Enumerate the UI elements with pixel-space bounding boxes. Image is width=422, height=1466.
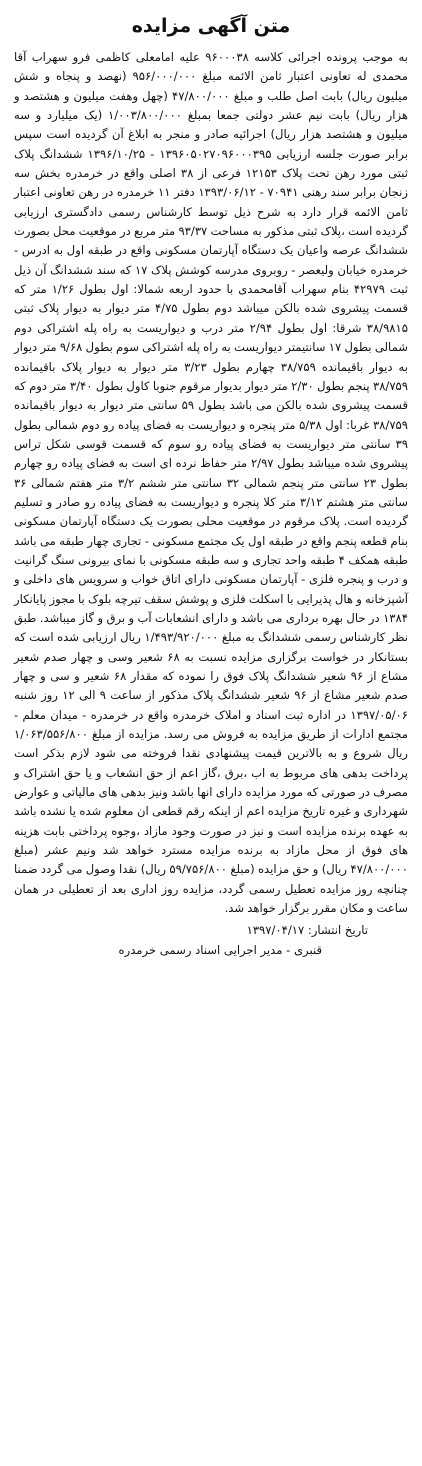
signature-line: قنبری - مدیر اجرایی اسناد رسمی خرمدره [118,943,322,958]
notice-body: به موجب پرونده اجرائی کلاسه ۹۶۰۰۰۳۸ علیه امامعلی کاظمی فرو سهراب آقا محمدی له تعاونی اعتبار ثامن الائمه مبلغ ۹۵۶/۰۰۰/۰۰۰ (نهصد و پنجاه و شش میلیون ریال) بابت اصل طلب و مبلغ ۴۷/۸۰۰/۰۰۰ (چهل وهفت میلیون و هشتصد و هزار ریال) بابت نیم عشر دولتی جمعا بمبلغ ۱/۰۰۳/۸۰۰/۰۰۰ (یک میلیارد و سه میلیون و هشتصد هزار ریال) اجرائیه صادر و منجر به ابلاغ آن گردیده است سپس برابر صورت جلسه ارزیابی ۱۳۹۶۰۵۰۲۷۰۹۶۰۰۰۳۹۵ - ۱۳۹۶/۱۰/۲۵ ششدانگ پلاک ثبتی مورد رهن تحت پلاک ۱۲۱۵۳ فرعی از ۳۸ اصلی واقع در خرمدره بخش سه زنجان برابر سند رهنی ۷۰۹۴۱ - ۱۳۹۳/۰۶/۱۲ دفتر ۱۱ خرمدره در رهن تعاونی اعتبار ثامن الائمه قرار دارد به شرح ذیل توسط کارشناس رسمی دادگستری ارزیابی گردیده است ،پلاک ثبتی مذکور به مساحت ۹۳/۳۷ متر مربع در موقعیت محل بصورت ششدانگ عرصه واعیان یک دستگاه آپارتمان مسکونی واقع در طبقه اول به ادرس - خرمدره خیابان ولیعصر - روبروی مدرسه کوشش پلاک ۱۷ که سند ششدانگ آن ذیل ثبت ۴۲۹۷۹ بنام سهراب آقامحمدی با حدود اربعه شمالا: اول بطول ۱/۲۶ متر که قسمت پیشروی شده بالکن میباشد دوم بطول ۴/۷۵ متر دیوار به دیوار پلاک ثبتی ۳۸/۹۸۱۵ شرقا: اول بطول ۲/۹۴ متر درب و دیواریست به راه پله اشتراکی دوم شمالی بطول ۱۷ سانتیمتر دیواریست به راه پله اشتراکی سوم بطول ۹/۶۸ متر دیوار به دیوار باقیمانده ۳۸/۷۵۹ چهارم بطول ۳/۲۳ متر دیوار به دیوار پلاک باقیمانده ۳۸/۷۵۹ پنجم بطول ۲/۳۰ متر دیوار بدیوار مرقوم جنوبا کاول بطول ۳/۴۰ متر دوم که قسمت پیشروی شده بالکن می باشد بطول ۵۹ سانتی متر دیوار به دیوار باقیمانده ۳۸/۷۵۹ غربا: اول ۵/۳۸ متر پنجره و دیواریست به فضای پیاده رو دوم شمالی بطول ۳۹ سانتی متر دیواریست به فضای پیاده رو سوم که قسمت قوسی شکل تراس پیشروی شده میباشد بطول ۲/۹۷ متر حفاظ نرده ای است به فضای پیاده رو چهارم بطول ۲۳ سانتی متر پنجم شمالی ۳۲ سانتی متر ششم ۳/۲ متر هفتم شمالی ۳۶ سانتی متر هشتم ۳/۱۲ متر کلا پنجره و دیواریست به فضای پیاده رو صادر و تسلیم گردیده است. پلاک مرقوم در موقعیت محلی بصورت یک دستگاه آپارتمان مسکونی بنام قطعه پنجم واقع در طبقه اول یک مجتمع مسکونی - تجاری چهار طبقه می باشد طبقه همکف ۴ طبقه واحد تجاری و سه طبقه مسکونی با نمای بیرونی سنگ گرانیت و درب و پنجره فلزی - آپارتمان مسکونی دارای اتاق خواب و سرویس های داخلی و آشپزخانه و هال پذیرایی با اسکلت فلزی و پوشش سقف تیرچه بلوک با مجوز پایانکار ۱۳۸۴ در حال بهره برداری می باشد و دارای انشعابات آب و برق و گاز میباشد. طبق نظر کارشناس رسمی ششدانگ به مبلغ ۱/۴۹۳/۹۲۰/۰۰۰ ریال ارزیابی شده است که بستانکار در خواست برگزاری مزایده نسبت به ۶۸ شعیر وسی و چهار صدم شعیر مشاع از ۹۶ شعیر ششدانگ پلاک فوق را نموده که مقدار ۶۸ شعیر و سی و چهار صدم شعیر مشاع از ۹۶ شعیر ششدانگ پلاک مذکور از ساعت ۹ الی ۱۲ روز شنبه ۱۳۹۷/۰۵/۰۶ در اداره ثبت اسناد و املاک خرمدره واقع در خرمدره - میدان معلم - مجتمع ادارات از طریق مزایده به فروش می رسد. مزایده از مبلغ ۱/۰۶۳/۵۵۶/۸۰۰ ریال شروع و به بالاترین قیمت پیشنهادی نقدا فروخته می شود لازم بذکر است پرداخت بدهی های مربوط به اب ،برق ،گاز اعم از حق انشعاب و یا حق اشتراک و مصرف در صورتی که مورد مزایده دارای انها باشد ونیز بدهی های مالیاتی و عوارض شهرداری و غیره تاریخ مزایده اعم از اینکه رقم قطعی ان معلوم شده یا نشده باشد به عهده برنده مزایده است و نیز در صورت وجود مازاد ،وجوه پرداختی بابت هزینه های فوق از محل مازاد به برنده مزایده مسترد خواهد شد ونیم عشر (مبلغ ۴۷/۸۰۰/۰۰۰ ریال) و حق مزایده (مبلغ ۵۹/۷۵۶/۸۰۰ ریال) نقدا وصول می گردد ضمنا چنانچه روز مزایده تعطیل رسمی گردد، مزایده روز اداری بعد از تعطیلی در همان ساعت و مکان مقرر برگزار خواهد شد. [13,50,409,916]
notice-title: متن آگهی مزایده [131,15,291,37]
publish-date: تاریخ انتشار: ۱۳۹۷/۰۴/۱۷ [246,923,368,938]
